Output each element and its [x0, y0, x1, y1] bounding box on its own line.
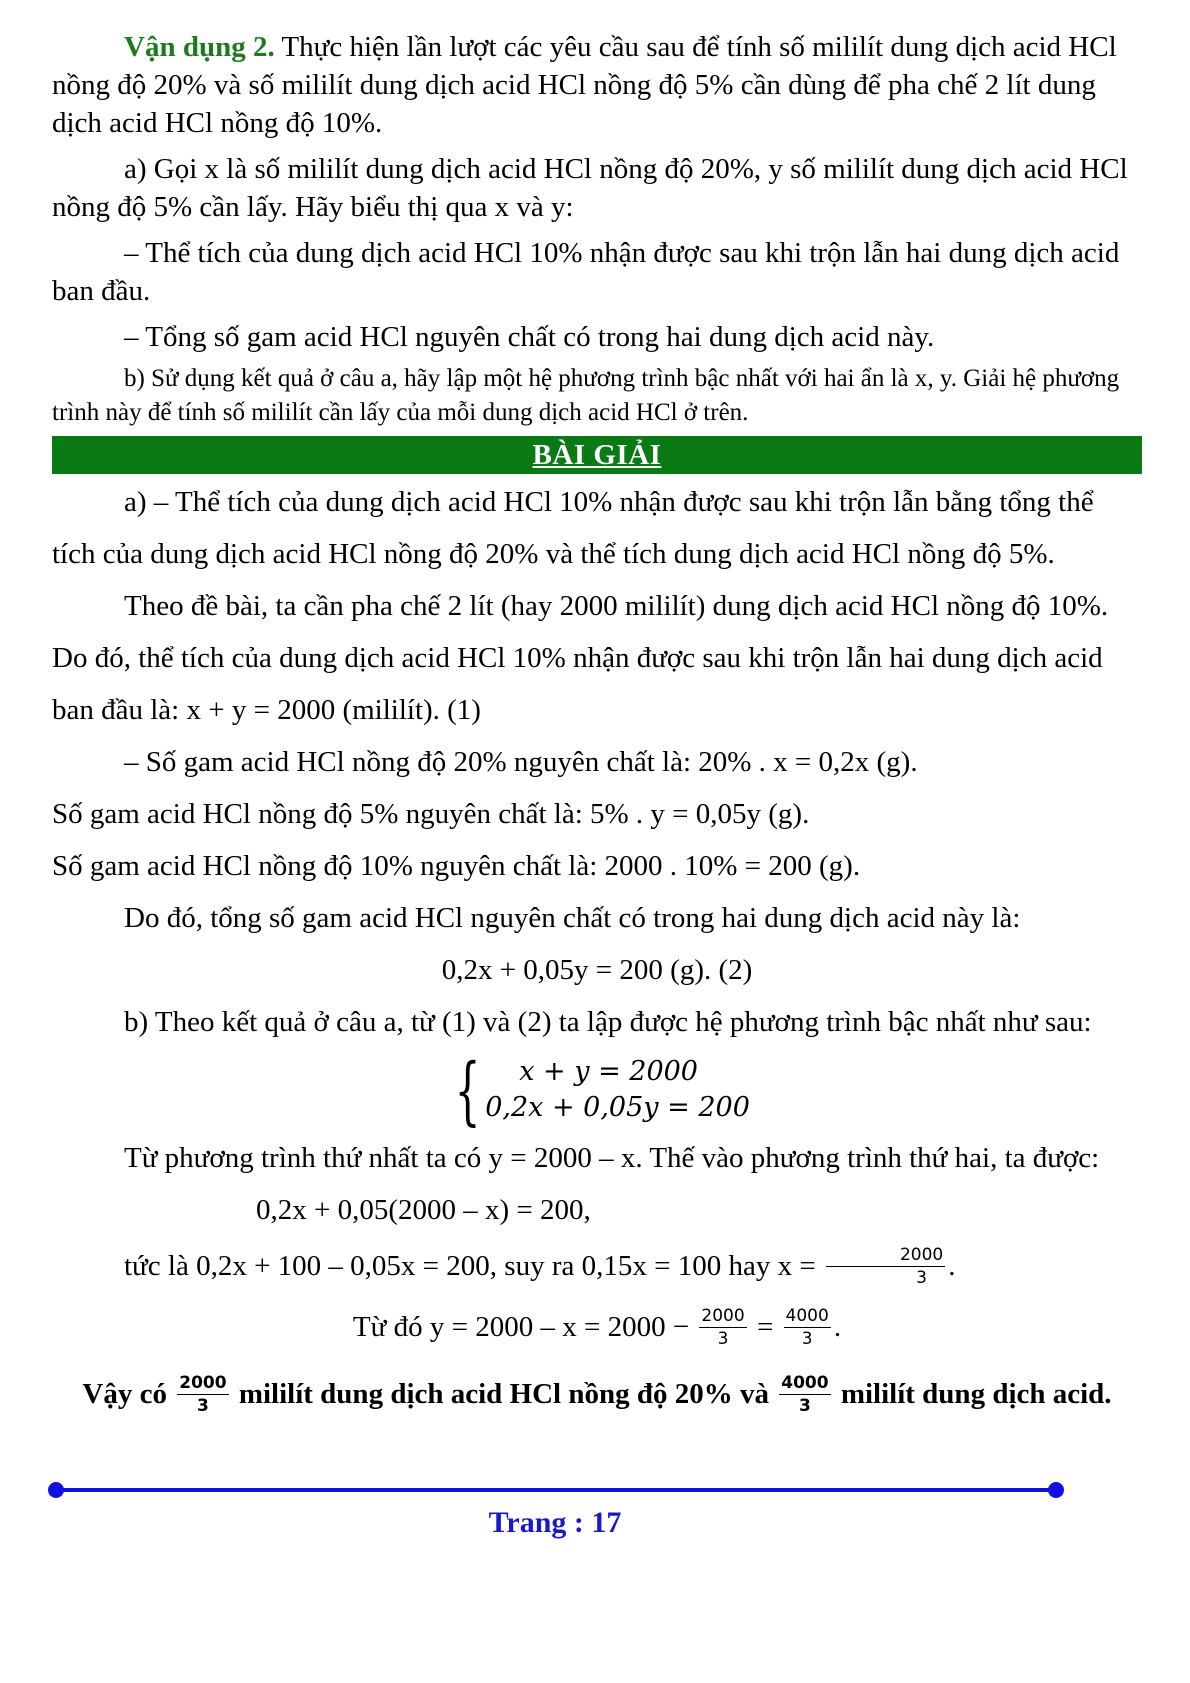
conclusion-fraction-1-numerator: 2000 — [179, 1372, 227, 1393]
problem-part-a: a) Gọi x là số mililít dung dịch acid HCl nồng độ 20%, y số mililít dung dịch acid HCl nồng độ 5% cần lấy. Hãy biểu thị qua x và y: — [52, 153, 1128, 223]
line-10-mid: = — [749, 1311, 781, 1343]
problem-bullet-1: – Thể tích của dung dịch acid HCl 10% nhận được sau khi trộn lẫn hai dung dịch acid ban đầu. — [52, 237, 1120, 307]
line-10-prefix: Từ đó y = 2000 – x = 2000 − — [352, 1311, 697, 1343]
document-page — [52, 28, 1142, 1424]
conclusion-fraction-1-denominator: 3 — [196, 1395, 209, 1416]
conclusion-fraction-2 — [779, 1372, 830, 1417]
footer-divider-left-dot — [48, 1482, 64, 1498]
page-number: Trang : 17 — [488, 1506, 622, 1539]
solution-line-4: Số gam acid HCl nồng độ 5% nguyên chất là: 5% . y = 0,05y (g). — [52, 798, 810, 830]
conclusion-fraction-1 — [177, 1372, 228, 1417]
fraction-x-numerator: 2000 — [826, 1244, 945, 1267]
fraction-x-denominator: 3 — [916, 1267, 927, 1288]
problem-part-b: b) Sử dụng kết quả ở câu a, hãy lập một hệ phương trình bậc nhất với hai ẩn là x, y. Giải hệ phương trình này để tính số mililít cần lấy của mỗi dung dịch acid HCl ở trên. — [52, 365, 1120, 426]
solution-body-2 — [52, 1132, 1142, 1358]
system-equation-1: x + y = 2000 — [519, 1056, 698, 1087]
equation-3: 0,2x + 0,05(2000 – x) = 200, — [256, 1194, 591, 1226]
fraction-y-2 — [784, 1305, 831, 1350]
solution-body — [52, 476, 1142, 1048]
line-10-suffix: . — [833, 1311, 842, 1343]
solution-line-8: Từ phương trình thứ nhất ta có y = 2000 – x. Thế vào phương trình thứ hai, ta được: — [124, 1142, 1100, 1174]
fraction-y-1-denominator: 3 — [717, 1328, 729, 1349]
solution-line-10 — [52, 1296, 1142, 1358]
problem-intro-text: Thực hiện lần lượt các yêu cầu sau để tính số mililít dung dịch acid HCl nồng độ 20% và số mililít dung dịch acid HCl nồng độ 5% cần dùng để pha chế 2 lít dung dịch acid HCl nồng độ 10%. — [52, 31, 1117, 139]
fraction-y-1 — [699, 1305, 746, 1350]
fraction-y-2-denominator: 3 — [801, 1328, 813, 1349]
line-9-prefix: tức là 0,2x + 100 – 0,05x = 200, suy ra 0,15x = 100 hay x = — [124, 1250, 823, 1282]
line-9-suffix: . — [948, 1250, 956, 1282]
equation-2: 0,2x + 0,05y = 200 (g). (2) — [441, 954, 753, 986]
solution-line-6: Do đó, tổng số gam acid HCl nguyên chất có trong hai dung dịch acid này là: — [124, 902, 1021, 934]
problem-intro — [52, 28, 1142, 142]
conclusion — [52, 1364, 1142, 1424]
solution-line-1: a) – Thể tích của dung dịch acid HCl 10% nhận được sau khi trộn lẫn bằng tổng thể tích của dung dịch acid HCl nồng độ 20% và thể tích dung dịch acid HCl nồng độ 5%. — [52, 486, 1094, 570]
solution-heading: BÀI GIẢI — [532, 438, 662, 471]
conclusion-suffix: mililít dung dịch acid. — [833, 1378, 1112, 1410]
solution-line-3: – Số gam acid HCl nồng độ 20% nguyên chất là: 20% . x = 0,2x (g). — [124, 746, 918, 778]
problem-label: Vận dụng 2. — [124, 31, 275, 63]
problem-bullet-2: – Tổng số gam acid HCl nguyên chất có trong hai dung dịch acid này. — [124, 321, 935, 353]
solution-line-5: Số gam acid HCl nồng độ 10% nguyên chất là: 2000 . 10% = 200 (g). — [52, 850, 861, 882]
fraction-y-1-numerator: 2000 — [701, 1305, 745, 1326]
fraction-y-2-numerator: 4000 — [785, 1305, 829, 1326]
footer-divider-right-dot — [1048, 1482, 1064, 1498]
footer-divider — [56, 1488, 1056, 1492]
conclusion-mid: mililít dung dịch acid HCl nồng độ 20% và — [231, 1378, 777, 1410]
solution-line-9 — [52, 1236, 1142, 1296]
conclusion-fraction-2-numerator: 4000 — [781, 1372, 829, 1393]
conclusion-fraction-2-denominator: 3 — [798, 1395, 811, 1416]
system-equations — [485, 1054, 750, 1128]
solution-line-2: Theo đề bài, ta cần pha chế 2 lít (hay 2000 mililít) dung dịch acid HCl nồng độ 10%. Do đó, thể tích của dung dịch acid HCl 10% nhận được sau khi trộn lẫn hai dung dịch acid ban đầu là: x + y = 2000 (mililít). (1) — [52, 590, 1109, 726]
solution-heading-banner — [52, 436, 1142, 474]
solution-line-7: b) Theo kết quả ở câu a, từ (1) và (2) ta lập được hệ phương trình bậc nhất như sau: — [124, 1006, 1092, 1038]
fraction-x — [826, 1244, 945, 1289]
system-equation-2: 0,2x + 0,05y = 200 — [485, 1092, 750, 1123]
equation-system — [52, 1048, 1142, 1134]
conclusion-prefix: Vậy có — [82, 1378, 175, 1410]
brace-symbol: { — [454, 1048, 481, 1134]
